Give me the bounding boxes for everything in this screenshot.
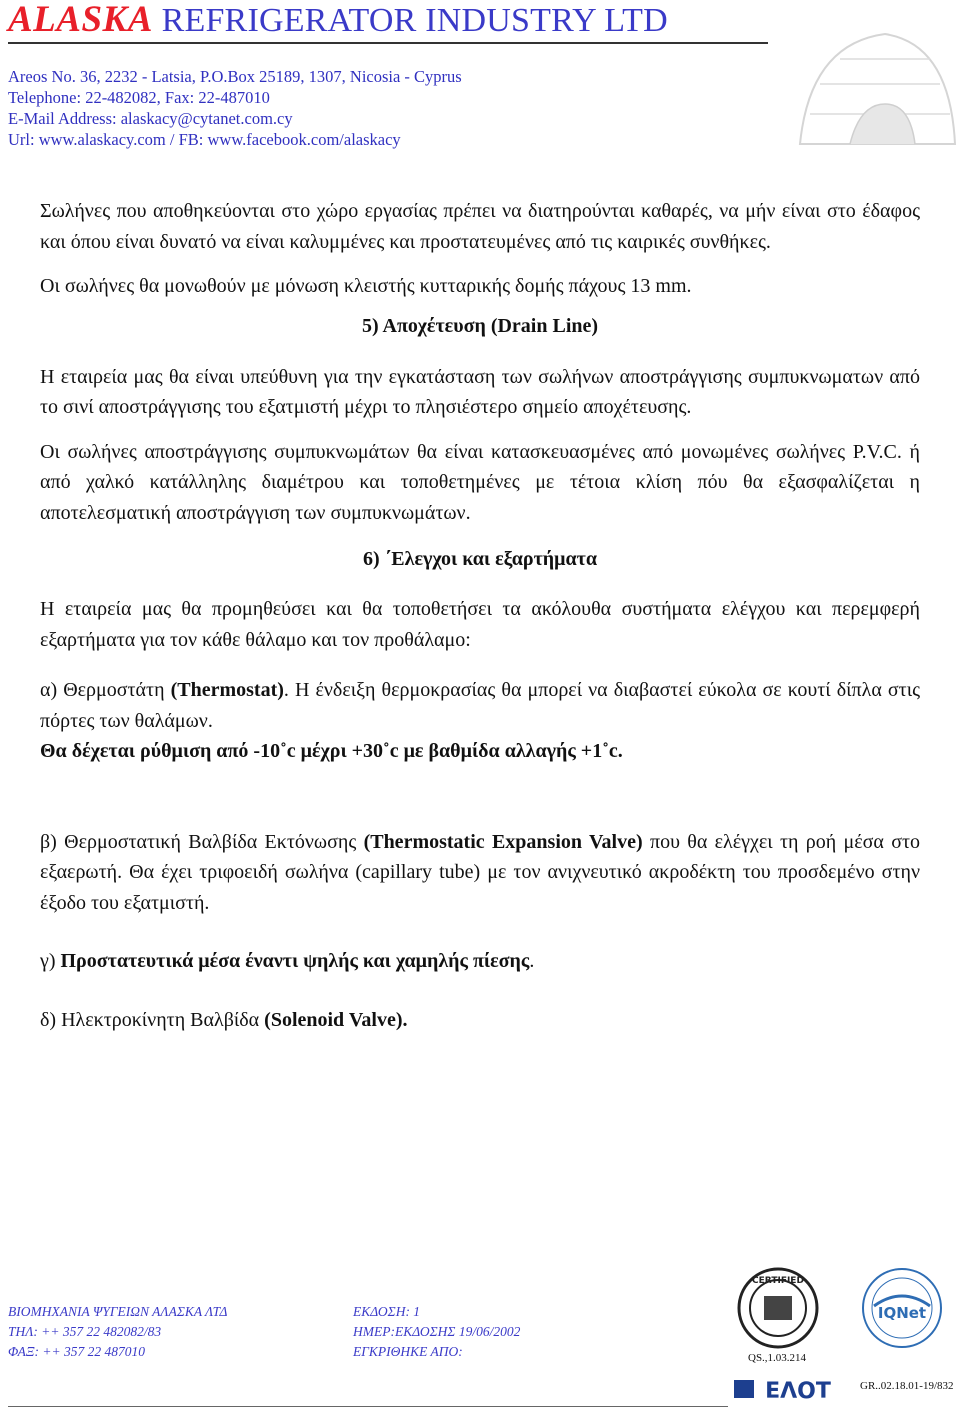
iqnet-seal-icon bbox=[860, 1266, 944, 1350]
footer-company-name: ΒΙΟΜΗΧΑΝΙΑ ΨΥΓΕΙΩΝ ΑΛΑΣΚΑ ΛΤΔ bbox=[8, 1304, 228, 1319]
contact-info bbox=[8, 66, 462, 150]
address-line: Areos No. 36, 2232 - Latsia, P.O.Box 25189, 1307, Nicosia - Cyprus bbox=[8, 67, 462, 86]
footer-rule bbox=[8, 1406, 728, 1407]
elot-logo-icon bbox=[732, 1376, 852, 1402]
footer-company-col bbox=[8, 1302, 227, 1362]
url-line[interactable]: Url: www.alaskacy.com / FB: www.facebook.com/alaskacy bbox=[8, 130, 401, 149]
section-heading-drain: 5) Αποχέτευση (Drain Line) bbox=[361, 314, 599, 337]
item-expansion-desc: που θα ελέγχει τη ροή μέσα στο εξαερωτή. Θα έχει τριφοειδή σωλήνα (capillary tube) με τον ανιχνευτικό ακροδέκτη του προσδεμένο στην έξοδο του εξατμιστή. bbox=[40, 830, 921, 914]
spacer bbox=[40, 257, 920, 271]
company-logo: ALASKA bbox=[8, 0, 153, 40]
header-rule bbox=[8, 42, 768, 44]
phone-line: Telephone: 22-482082, Fax: 22-487010 bbox=[8, 88, 270, 107]
item-pressure-protection bbox=[40, 946, 920, 977]
svg-text:ΕΛΟΤ: ΕΛΟΤ bbox=[765, 1379, 831, 1402]
footer-fax: ΦΑΞ: ++ 357 22 487010 bbox=[8, 1344, 146, 1359]
spacer bbox=[40, 655, 920, 675]
item-pressure-prefix: γ) bbox=[40, 950, 61, 972]
igloo-watermark-icon bbox=[790, 4, 960, 154]
svg-text:IQNet: IQNet bbox=[877, 1304, 927, 1322]
letterhead bbox=[8, 0, 768, 42]
qs-certificate-number: QS.,1.03.214 bbox=[748, 1352, 807, 1364]
item-thermostat-desc: . Η ένδειξη θερμοκρασίας θα μπορεί να διαβαστεί εύκολα σε κουτί δίπλα στις πόρτες των θαλάμων. bbox=[40, 679, 920, 732]
paragraph-controls-intro: Η εταιρεία μας θα προμηθεύσει και θα τοποθετήσει τα ακόλουθα συστήματα ελέγχου και περεμφερή εξαρτήματα για τον κάθε θάλαμο και τον προθάλαμο: bbox=[40, 598, 920, 651]
item-pressure-end: . bbox=[529, 950, 535, 972]
paragraph-drain-material: Οι σωλήνες αποστράγγισης συμπυκνωμάτων θα είναι κατασκευασμένες από μονωμένες σωλήνες P.V.C. ή από χαλκό κατάλληλης διαμέτρου και τοποθετημένες με τέτοια κλίση πόυ θα εξασφαλίζεται η αποτελεσματική αποστράγγιση των συμπυκνωμάτων. bbox=[40, 440, 920, 524]
spacer bbox=[40, 767, 920, 827]
item-thermostat bbox=[40, 675, 920, 736]
item-expansion-prefix: β) Θερμοστατική Βαλβίδα Εκτόνωσης bbox=[40, 830, 364, 853]
footer-phone: ΤΗΛ: ++ 357 22 482082/83 bbox=[8, 1324, 162, 1339]
paragraph-drain-responsibility: Η εταιρεία μας θα είναι υπεύθυνη για την εγκατάσταση των σωλήνων αποστράγγισης συμπυκνωματων από το σινί αποστράγγισης του εξατμιστή μέχρι το πλησιέστερο σημείο αποχέτευσης. bbox=[40, 365, 920, 418]
page-footer bbox=[8, 1276, 958, 1419]
quality-certified-seal-icon bbox=[736, 1266, 820, 1350]
item-expansion-term: (Thermostatic Expansion Valve) bbox=[363, 830, 643, 853]
spacer bbox=[40, 977, 920, 1005]
item-solenoid-valve bbox=[40, 1005, 920, 1036]
footer-approved-by: ΕΓΚΡΙΘΗΚΕ ΑΠΟ: bbox=[353, 1344, 463, 1359]
section-heading-controls: 6) ΄Ελεγχοι και εξαρτήματα bbox=[362, 548, 598, 570]
spacer bbox=[40, 423, 920, 437]
footer-version-col bbox=[353, 1302, 520, 1362]
item-thermostat-term: (Thermostat) bbox=[170, 679, 284, 701]
item-thermostat-range bbox=[40, 736, 920, 767]
item-pressure-term: Προστατευτικά μέσα έναντι ψηλής και χαμηλής πίεσης bbox=[60, 950, 530, 972]
document-body bbox=[40, 196, 920, 1035]
brand-line bbox=[8, 0, 768, 42]
svg-text:CERTIFIED: CERTIFIED bbox=[752, 1276, 804, 1286]
footer-edition: ΕΚΔΟΣΗ: 1 bbox=[353, 1304, 421, 1319]
item-solenoid-prefix: δ) Ηλεκτροκίνητη Βαλβίδα bbox=[40, 1008, 265, 1031]
item-thermostat-prefix: α) Θερμοστάτη bbox=[40, 679, 171, 701]
footer-edition-date: ΗΜΕΡ:ΕΚΔΟΣΗΣ 19/06/2002 bbox=[353, 1324, 521, 1339]
thermostat-range-text: Θα δέχεται ρύθμιση από -10˚c μέχρι +30˚c με βαθμίδα αλλαγής +1˚c. bbox=[40, 740, 623, 762]
spacer bbox=[40, 918, 920, 946]
email-line[interactable]: E-Mail Address: alaskacy@cytanet.com.cy bbox=[8, 109, 293, 128]
item-expansion-valve bbox=[40, 827, 920, 919]
paragraph-pipe-storage: Σωλήνες που αποθηκεύονται στο χώρο εργασίας πρέπει να διατηρούνται καθαρές, να μήν είναι στο έδαφος και όπου είναι δυνατό να είναι καλυμμένες και προστατευμένες από τις καιρικές συνθήκες. bbox=[40, 200, 920, 253]
paragraph-insulation: Οι σωλήνες θα μονωθούν με μόνωση κλειστής κυτταρικής δομής πάχους 13 mm. bbox=[40, 275, 692, 297]
gr-certificate-number: GR..02.18.01-19/832 bbox=[860, 1380, 954, 1392]
company-name: REFRIGERATOR INDUSTRY LTD bbox=[152, 2, 668, 39]
item-solenoid-term: (Solenoid Valve). bbox=[264, 1008, 408, 1031]
